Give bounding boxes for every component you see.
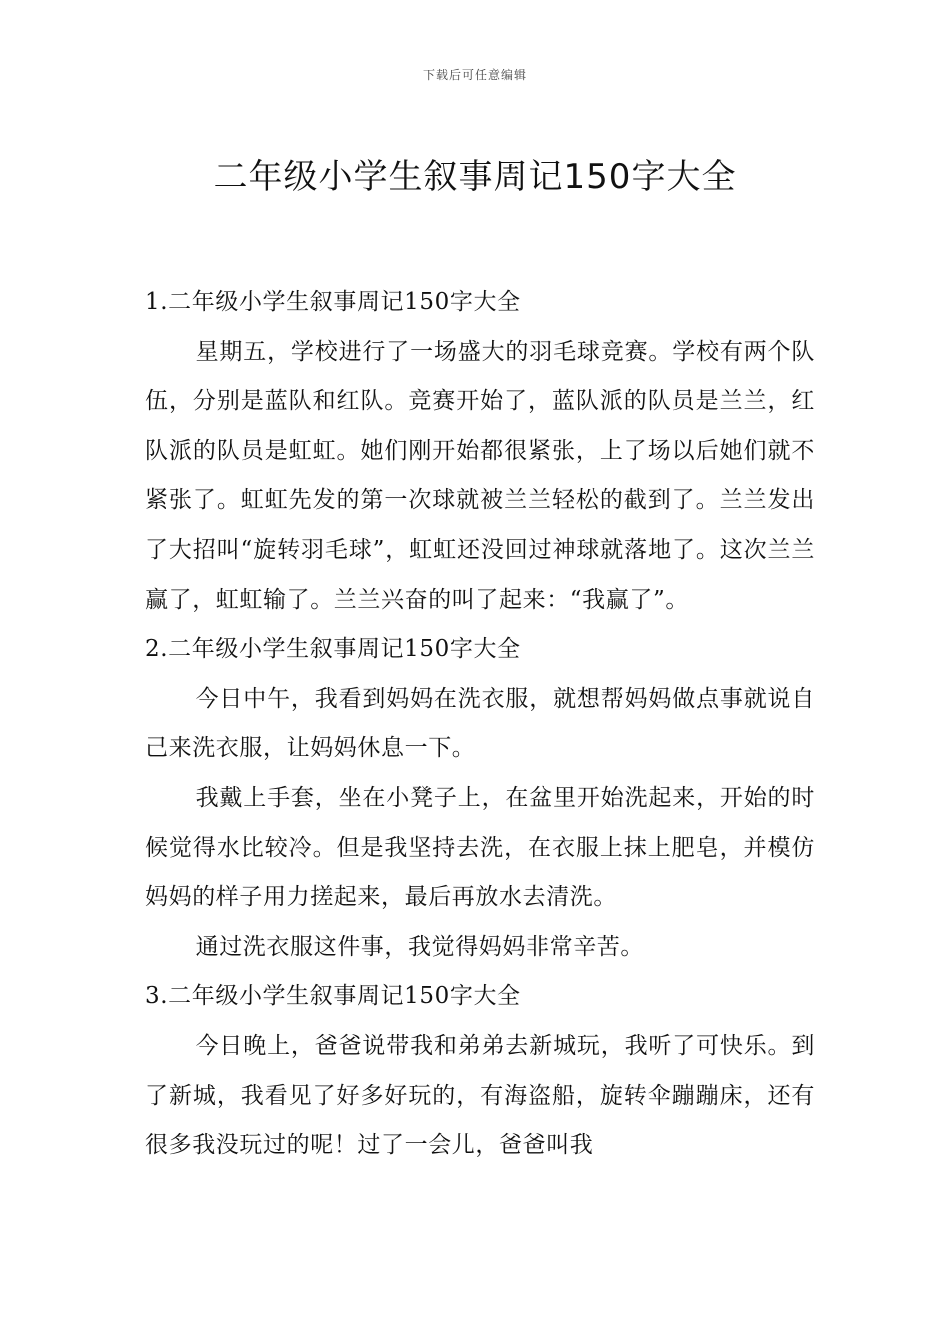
document-title: 二年级小学生叙事周记150字大全 [213,156,737,197]
section-2-paragraph-2: 我戴上手套，坐在小凳子上，在盆里开始洗起来，开始的时候觉得水比较冷。但是我坚持去洗，在衣服上抹上肥皂，并模仿妈妈的样子用力搓起来，最后再放水去清洗。 [145,784,815,911]
section-1-paragraph-1: 星期五，学校进行了一场盛大的羽毛球竞赛。学校有两个队伍，分别是蓝队和红队。竞赛开始了，蓝队派的队员是兰兰，红队派的队员是虹虹。她们刚开始都很紧张，上了场以后她们就不紧张了。虹虹先发的第一次球就被兰兰轻松的截到了。兰兰发出了大招叫“旋转羽毛球”，虹虹还没回过神球就落地了。这次兰兰赢了，虹虹输了。兰兰兴奋的叫了起来：“我赢了”。 [145,338,815,613]
section-2-paragraph-3: 通过洗衣服这件事，我觉得妈妈非常辛苦。 [195,933,644,960]
section-1-heading: 1.二年级小学生叙事周记150字大全 [145,289,521,315]
section-2-paragraph-1: 今日中午，我看到妈妈在洗衣服，就想帮妈妈做点事就说自己来洗衣服，让妈妈休息一下。 [145,685,815,762]
section-3-heading: 3.二年级小学生叙事周记150字大全 [145,983,521,1010]
section-3-paragraph-1: 今日晚上，爸爸说带我和弟弟去新城玩，我听了可快乐。到了新城，我看见了好多好玩的，有海盗船，旋转伞蹦蹦床，还有很多我没玩过的呢！过了一会儿，爸爸叫我 [145,1032,815,1159]
header-note: 下载后可任意编辑 [422,68,527,82]
document-body [145,278,815,1171]
section-2-heading: 2.二年级小学生叙事周记150字大全 [145,636,521,663]
